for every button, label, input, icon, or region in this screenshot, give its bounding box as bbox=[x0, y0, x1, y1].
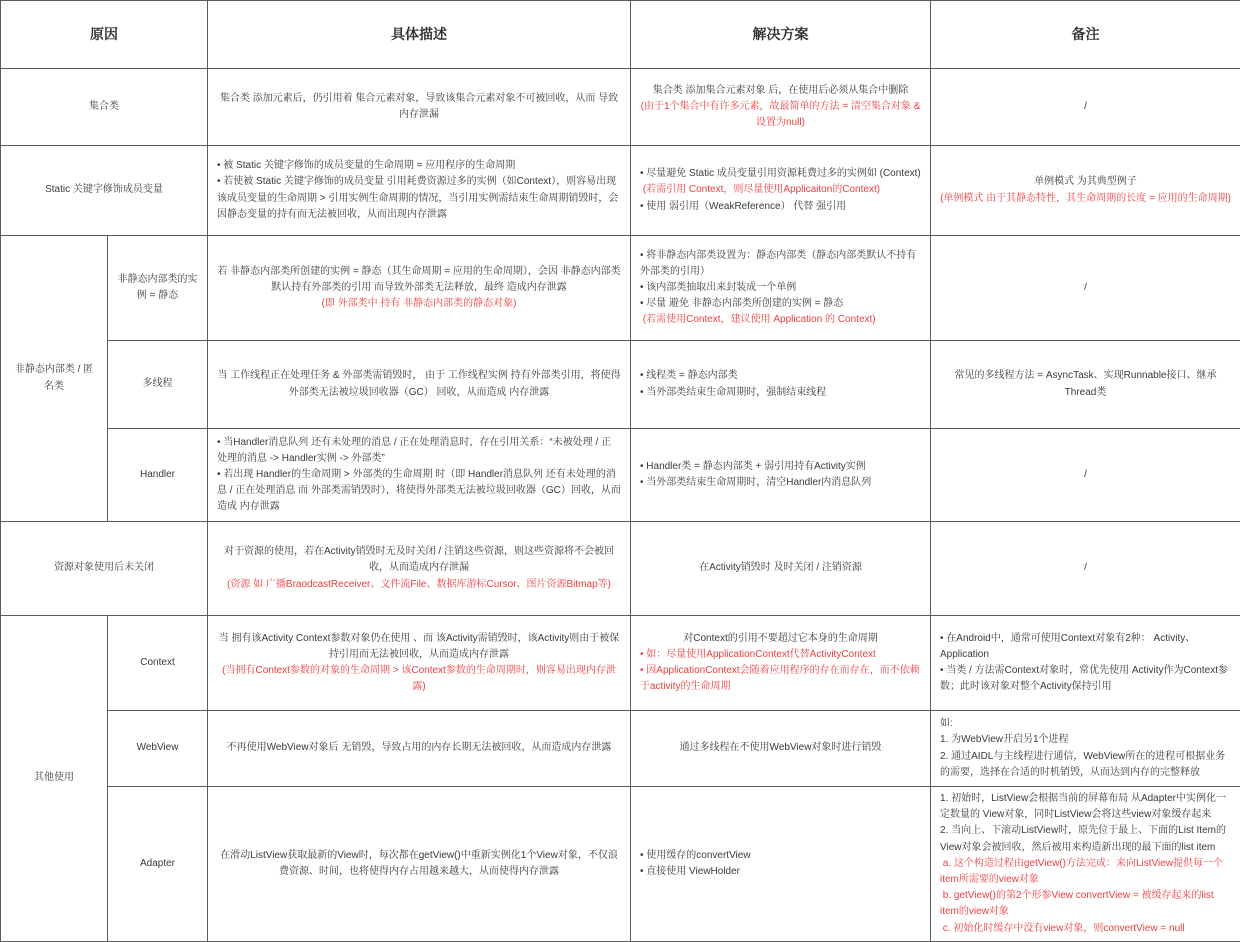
text-line: • 尽量避免 Static 成员变量引用资源耗费过多的实例如 (Context) bbox=[640, 166, 921, 182]
text-line: a. 这个构造过程由getView()方法完成：来向ListView提供每一个item所需要的view对象 bbox=[940, 856, 1231, 888]
text-line: 通过多线程在不使用WebView对象时进行销毁 bbox=[640, 740, 921, 756]
multithread-solution bbox=[631, 341, 931, 429]
inner-static-remark bbox=[931, 236, 1240, 341]
text-line: (若需使用Context，建议使用 Application 的 Context) bbox=[640, 312, 921, 328]
text-line: (单例模式 由于其静态特性，其生命周期的长度 = 应用的生命周期) bbox=[940, 191, 1231, 207]
resource-cause: 资源对象使用后未关闭 bbox=[1, 522, 208, 616]
adapter-remark bbox=[931, 787, 1240, 942]
text-line: 对于资源的使用，若在Activity销毁时无及时关闭 / 注销这些资源，则这些资源将不会被回收，从而造成内存泄漏 bbox=[217, 544, 621, 576]
static-member-solution bbox=[631, 146, 931, 236]
text-line: 如: bbox=[940, 716, 1231, 732]
row-resource bbox=[1, 522, 1240, 616]
inner-static-desc bbox=[208, 236, 631, 341]
static-member-cause: Static 关键字修饰成员变量 bbox=[1, 146, 208, 236]
text-line: • 在Android中，通常可使用Context对象有2种： Activity、 Application bbox=[940, 631, 1231, 663]
collection-desc bbox=[208, 69, 631, 146]
webview-desc bbox=[208, 711, 631, 787]
text-line: • 因ApplicationContext会随着应用程序的存在而存在，而不依赖于activity的生命周期 bbox=[640, 663, 921, 695]
text-line: • 将非静态内部类设置为：静态内部类（静态内部类默认不持有外部类的引用） bbox=[640, 248, 921, 280]
row-context bbox=[1, 616, 1240, 711]
handler-remark bbox=[931, 429, 1240, 522]
row-adapter bbox=[1, 787, 1240, 942]
handler-subcause: Handler bbox=[108, 429, 208, 522]
text-line: (即 外部类中 持有 非静态内部类的静态对象) bbox=[217, 296, 621, 312]
text-line: 2. 通过AIDL与主线程进行通信，WebView所在的进程可根据业务的需要，选择在合适的时机销毁，从而达到内存的完整释放 bbox=[940, 749, 1231, 781]
other-group-cause: 其他使用 bbox=[1, 616, 108, 942]
text-line: • 当外部类结束生命周期时，清空Handler内消息队列 bbox=[640, 475, 921, 491]
text-line: • 线程类 = 静态内部类 bbox=[640, 368, 921, 384]
context-solution bbox=[631, 616, 931, 711]
header-cause: 原因 bbox=[1, 1, 208, 69]
webview-remark bbox=[931, 711, 1240, 787]
webview-subcause: WebView bbox=[108, 711, 208, 787]
inner-class-group-cause: 非静态内部类 / 匿名类 bbox=[1, 236, 108, 522]
header-remark: 备注 bbox=[931, 1, 1240, 69]
resource-solution bbox=[631, 522, 931, 616]
row-inner-static bbox=[1, 236, 1240, 341]
text-line: (若需引用 Context，则尽量使用Applicaiton的Context) bbox=[640, 182, 921, 198]
collection-cause: 集合类 bbox=[1, 69, 208, 146]
text-line: 2. 当向上、下滚动ListView时，原先位于最上、下面的List Item的View对象会被回收，然后被用来构造新出现的最下面的list item bbox=[940, 823, 1231, 855]
text-line: 当 工作线程正在处理任务 & 外部类需销毁时， 由于 工作线程实例 持有外部类引用，将使得外部类无法被垃圾回收器（GC） 回收，从而造成 内存泄露 bbox=[217, 368, 621, 400]
handler-solution bbox=[631, 429, 931, 522]
row-static-member bbox=[1, 146, 1240, 236]
text-line: (当拥有Context参数的对象的生命周期 > 该Context参数的生命周期时，则容易出现内存泄露) bbox=[217, 663, 621, 695]
header-row bbox=[1, 1, 1240, 69]
text-line: • 使用缓存的convertView bbox=[640, 848, 921, 864]
multithread-subcause: 多线程 bbox=[108, 341, 208, 429]
multithread-desc bbox=[208, 341, 631, 429]
row-handler bbox=[1, 429, 1240, 522]
text-line: • 该内部类抽取出来封装成一个单例 bbox=[640, 280, 921, 296]
text-line: b. getView()的第2个形参View convertView = 被缓存起来的list item的view对象 bbox=[940, 888, 1231, 920]
row-multithread bbox=[1, 341, 1240, 429]
text-line: 集合类 添加元素后，仍引用着 集合元素对象，导致该集合元素对象不可被回收，从而 导致内存泄漏 bbox=[217, 91, 621, 123]
text-line: 在Activity销毁时 及时关闭 / 注销资源 bbox=[640, 560, 921, 576]
text-line: • 如：尽量使用ApplicationContext代替ActivityContext bbox=[640, 647, 921, 663]
context-remark bbox=[931, 616, 1240, 711]
text-line: 不再使用WebView对象后 无销毁，导致占用的内存长期无法被回收，从而造成内存泄露 bbox=[217, 740, 621, 756]
multithread-remark bbox=[931, 341, 1240, 429]
inner-static-solution bbox=[631, 236, 931, 341]
text-line: / bbox=[940, 280, 1231, 296]
adapter-solution bbox=[631, 787, 931, 942]
text-line: • 当类 / 方法需Context对象时，常优先使用 Activity作为Context参数；此时该对象对整个Activity保持引用 bbox=[940, 663, 1231, 695]
context-subcause: Context bbox=[108, 616, 208, 711]
text-line: 在滑动ListView获取最新的View时，每次都在getView()中重新实例化1个View对象，不仅浪费资源、时间，也将使得内存占用越来越大，从而使得内存泄露 bbox=[217, 848, 621, 880]
text-line: • Handler类 = 静态内部类 + 弱引用持有Activity实例 bbox=[640, 459, 921, 475]
text-line: • 使用 弱引用（WeakReference） 代替 强引用 bbox=[640, 199, 921, 215]
text-line: • 直接使用 ViewHolder bbox=[640, 864, 921, 880]
text-line: • 尽量 避免 非静态内部类所创建的实例 = 静态 bbox=[640, 296, 921, 312]
text-line: 集合类 添加集合元素对象 后，在使用后必须从集合中删除 bbox=[640, 83, 921, 99]
text-line: • 当Handler消息队列 还有未处理的消息 / 正在处理消息时，存在引用关系：“未被处理 / 正处理的消息 -> Handler实例 -> 外部类” bbox=[217, 435, 621, 467]
static-member-desc bbox=[208, 146, 631, 236]
text-line: c. 初始化时缓存中没有view对象，则convertView = null bbox=[940, 921, 1231, 937]
text-line: / bbox=[940, 467, 1231, 483]
text-line: • 当外部类结束生命周期时，强制结束线程 bbox=[640, 385, 921, 401]
text-line: • 若出现 Handler的生命周期 > 外部类的生命周期 时（即 Handler消息队列 还有未处理的消息 / 正在处理消息 而 外部类需销毁时），将使得外部类无法被垃圾回收器（GC）回收，从而造成 内存泄露 bbox=[217, 467, 621, 516]
text-line: (资源 如 广播BraodcastReceiver、文件流File、数据库游标Cursor、图片资源Bitmap等) bbox=[217, 577, 621, 593]
text-line: / bbox=[940, 99, 1231, 115]
text-line: • 被 Static 关键字修饰的成员变量的生命周期 = 应用程序的生命周期 bbox=[217, 158, 621, 174]
resource-desc bbox=[208, 522, 631, 616]
text-line: (由于1个集合中有许多元素，故最简单的方法 = 清空集合对象 & 设置为null) bbox=[640, 99, 921, 131]
header-description: 具体描述 bbox=[208, 1, 631, 69]
static-member-remark bbox=[931, 146, 1240, 236]
text-line: 常见的多线程方法 = AsyncTask、实现Runnable接口、继承Thread类 bbox=[940, 368, 1231, 400]
row-webview bbox=[1, 711, 1240, 787]
collection-remark bbox=[931, 69, 1240, 146]
text-line: 1. 初始时，ListView会根据当前的屏幕布局 从Adapter中实例化一定数量的 View对象，同时ListView会将这些view对象缓存起来 bbox=[940, 791, 1231, 823]
context-desc bbox=[208, 616, 631, 711]
resource-remark bbox=[931, 522, 1240, 616]
text-line: 对Context的引用不要超过它本身的生命周期 bbox=[640, 631, 921, 647]
webview-solution bbox=[631, 711, 931, 787]
text-line: 当 拥有该Activity Context参数对象仍在使用 、而 该Activity需销毁时，该Activity则由于被保持引用而无法被回收，从而造成内存泄露 bbox=[217, 631, 621, 663]
collection-solution bbox=[631, 69, 931, 146]
adapter-subcause: Adapter bbox=[108, 787, 208, 942]
inner-static-subcause: 非静态内部类的实例 = 静态 bbox=[108, 236, 208, 341]
text-line: / bbox=[940, 560, 1231, 576]
text-line: 1. 为WebView开启另1个进程 bbox=[940, 732, 1231, 748]
text-line: 若 非静态内部类所创建的实例 = 静态（其生命周期 = 应用的生命周期），会因 非静态内部类默认持有外部类的引用 而导致外部类无法释放，最终 造成内存泄露 bbox=[217, 264, 621, 296]
text-line: 单例模式 为其典型例子 bbox=[940, 174, 1231, 190]
header-solution: 解决方案 bbox=[631, 1, 931, 69]
handler-desc bbox=[208, 429, 631, 522]
row-collection bbox=[1, 69, 1240, 146]
adapter-desc bbox=[208, 787, 631, 942]
text-line: • 若使被 Static 关键字修饰的成员变量 引用耗费资源过多的实例（如Context），则容易出现该成员变量的生命周期 > 引用实例生命周期的情况，当引用实例需结束生命周期销毁时，会因静态变量的持有而无法被回收，从而出现内存泄露 bbox=[217, 174, 621, 223]
